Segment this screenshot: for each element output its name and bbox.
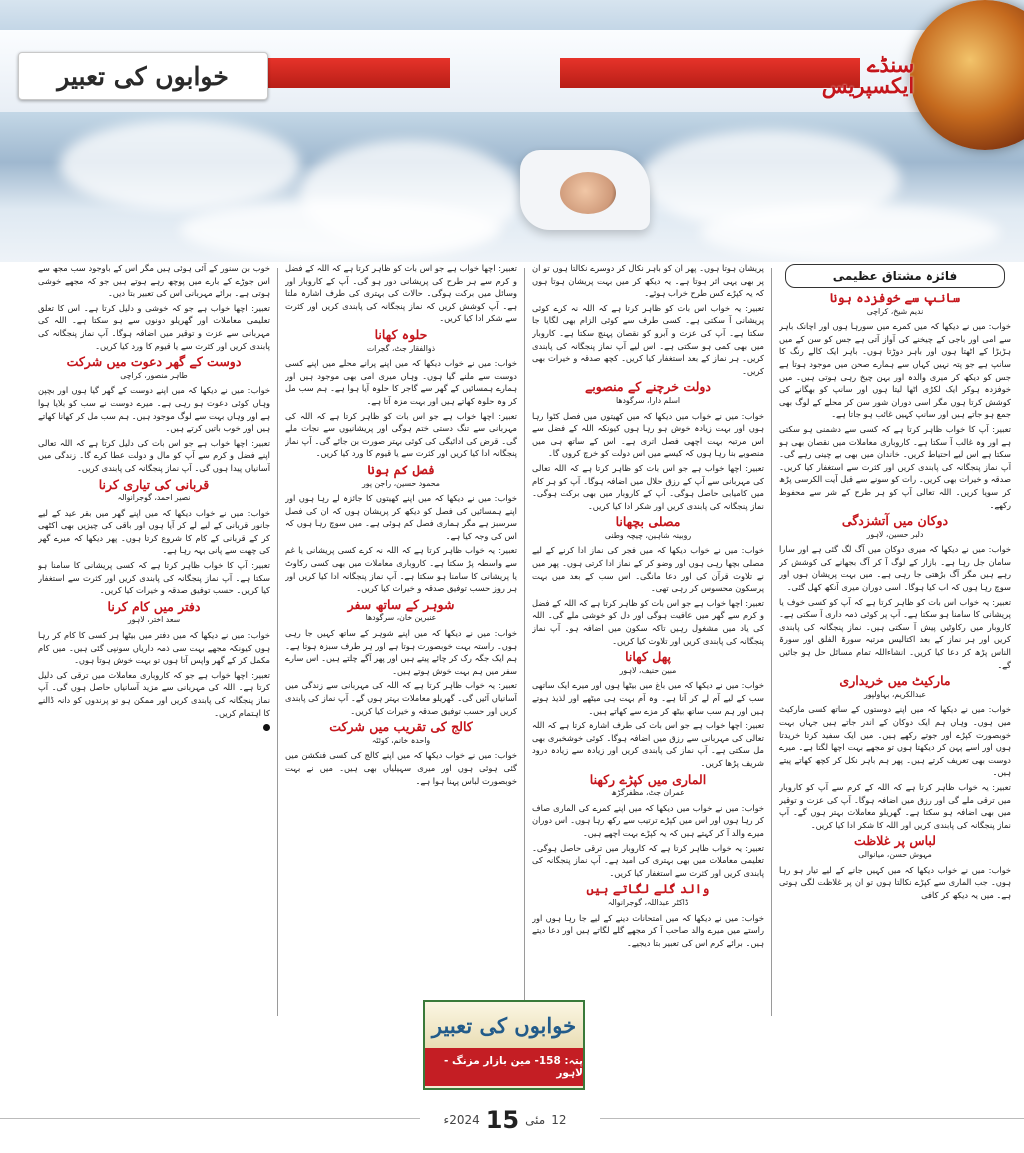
dream-byline: سعد اختر، لاہور (127, 615, 181, 625)
dream-heading: حلوہ کھانا (374, 326, 428, 342)
dream-heading: لباس پر غلاظت (854, 833, 936, 849)
dream-paragraph: تعبیر: اچھا خواب ہے جو کہ کاروباری معاملات میں ترقی کی دلیل کرتا ہے۔ اللہ کی مہربانی سے مزید آسانیاں حاصل ہوں گی۔ آپ نماز پنجگانہ کی پابندی کریں اور ممکن ہو تو پرندوں کو دانہ ڈالنے کا اہتمام کریں۔ (38, 669, 270, 718)
article-column (532, 262, 764, 1022)
dream-paragraph: خواب: میں نے خواب دیکھا کہ میں اپنے گھر میں بقر عید کے لیے جانور قربانی کے لیے لے کر آیا ہوں اور باقی کی چیزیں بھی اکٹھی کر کے قربانی کے کام کا شروع کرتا ہوں۔ پھر دیکھا کہ میرے گھر کی چھت سے پانی بہہ رہا ہے۔ (38, 507, 270, 556)
footer-rule (600, 1118, 1024, 1119)
dream-heading: سانپ سے خوفزدہ ہونا (829, 290, 961, 305)
page-number: 15 (485, 1106, 520, 1134)
dream-paragraph: خواب: میں نے دیکھا کہ میں اپنے کھیتوں کا جائزہ لے رہا ہوں اور اپنے ہمسائیں کی فصل کو دیکھ کر پریشان ہوں کہ ان کی فصل سرسبز ہے مگر ہماری فصل کم ہوئی ہے۔ میں سوچ رہا ہوں کہ اس کی وجہ کیا ہے۔ (285, 493, 517, 541)
article-body (6, 262, 1018, 1022)
promo-title: خوابوں کی تعبیر (431, 1012, 577, 1038)
dream-byline: عنبرین خان، سرگودھا (365, 613, 437, 623)
dream-byline: نصیر احمد، گوجرانوالہ (117, 493, 191, 503)
dream-paragraph: خواب: میں نے خواب دیکھا کہ میں کہیں جانے کے لیے تیار ہو رہا ہوں۔ جب الماری سے کپڑے نکالتا ہوں تو ان پر غلاظت لگی ہوتی ہے۔ میں یہ دیکھ کر کافی (779, 864, 1011, 900)
dream-byline: محمود حسین، راجن پور (362, 478, 440, 488)
dream-byline: عبدالکریم، بہاولپور (863, 689, 926, 699)
dream-paragraph: خواب: میں نے دیکھا کہ میری دوکان میں آگ لگ گئی ہے اور سارا سامان جل رہا ہے۔ بازار کے لوگ آ کر آگ بجھانے کی کوشش کر رہے ہیں مگر آگ بڑھتی جا رہی ہے۔ میں بہت پریشان ہوں اور سوچ رہا ہوں کہ اب کیا ہوگا۔ اسی دوران میری آنکھ کھل گئی۔ (779, 544, 1011, 593)
express-logo (822, 42, 914, 108)
dream-byline: مبین حنیف، لاہور (619, 665, 677, 675)
dream-byline: روبینہ شاہین، چیچہ وطنی (604, 530, 692, 540)
footer-date (430, 1107, 580, 1133)
header-banner (0, 0, 1024, 262)
dream-heading: شوہر کے ساتھ سفر (347, 596, 455, 612)
columns (6, 262, 1018, 1022)
column-separator (277, 268, 278, 1016)
cloud-decoration (700, 205, 1000, 260)
dream-paragraph: تعبیر: اچھا خواب ہے جو اس بات کی طرف اشارہ کرتا ہے کہ اللہ تعالی کی مہربانی سے رزق میں اضافہ ہوگا۔ کوئی خوشخبری بھی مل سکتی ہے۔ آپ نماز کی پابندی کریں اور زیادہ سے زیادہ درود شریف پڑھا کریں۔ (532, 720, 764, 768)
page-footer (0, 1102, 1024, 1153)
article-column (779, 262, 1011, 1022)
promo-address-area (425, 1048, 583, 1086)
dream-paragraph: تعبیر: آپ کا خواب ظاہر کرتا ہے کہ کسی پریشانی کا سامنا ہو سکتا ہے۔ آپ نماز پنجگانہ کی پابندی کریں اور کثرت سے استغفار کیا کریں۔ حسب توفیق صدقہ و خیرات کیا کریں۔ (38, 560, 270, 596)
article-column (38, 262, 270, 1022)
dream-heading: قربانی کی تیاری کرنا (98, 476, 210, 492)
dream-byline: مہوش حسن، میانوالی (858, 849, 932, 859)
author-name: فائزہ مشتاق عظیمی (832, 268, 958, 283)
dream-paragraph: تعبیر: اچھا خواب ہے جو اس بات کو ظاہر کرتا ہے کہ اللہ کے فضل و کرم سے ہر طرح کی پریشانی دور ہو گی۔ آپ کے کاروبار اور وسائل میں برکت ہوگی۔ حالات کی بہتری کی طرف اشارہ ملتا ہے۔ آپ کوشش کریں کہ نماز پنجگانہ کی پابندی کریں اور کثرت سے شکر ادا کیا کریں۔ (285, 263, 517, 324)
dream-paragraph: خواب: میں نے خواب میں دیکھا کہ میں کھیتوں میں فصل کٹوا رہا ہوں اور بہت زیادہ خوش ہو رہا ہوں کیونکہ اللہ کے فضل سے اس مرتبہ بہت اچھی فصل اتری ہے۔ اس کے ساتھ ہی میں منصوبے بنا رہا ہوں کہ کیسے میں اس دولت کو خرچ کروں گا۔ (532, 410, 764, 459)
dream-heading: مصلی بچھانا (615, 514, 681, 530)
dream-paragraph: خواب: میں نے دیکھا کہ میں اپنے دوستوں کے ساتھ کسی مارکیٹ میں ہوں۔ وہاں ہم ایک دوکان کے اندر جاتے ہیں جہاں بہت خوبصورت کپڑے اور جوتے رکھے ہیں۔ میں ایک سفید کرتا خریدتا ہوں اور اسے پہن کر دیکھتا ہوں تو مجھے بہت اچھا لگتا ہے۔ میرے دوست بھی تعریف کرتے ہیں۔ پھر ہم باہر نکل کر کچھ کھاتے پیتے ہیں۔ (779, 704, 1011, 778)
column-separator (771, 268, 772, 1016)
dream-paragraph: تعبیر: اچھا خواب ہے جو اس بات کو ظاہر کرتا ہے کہ اللہ کے فضل و کرم سے گھر میں عافیت ہوگی اور دل کو خوشی ملے گی۔ اللہ کی یاد میں مشغول رہیں تاکہ سکون میں اضافہ ہو۔ آپ نماز پنجگانہ کی پابندی کریں اور تلاوت کیا کریں۔ (532, 597, 764, 646)
section-title-box (18, 52, 268, 100)
globe-image (910, 0, 1024, 150)
dream-paragraph: تعبیر: یہ خواب ظاہر کرتا ہے کہ اللہ کی مہربانی سے زندگی میں آسانیاں آئیں گی۔ گھریلو معاملات بہتر ہوں گے۔ آپ نماز کی پابندی کریں اور حسب توفیق صدقہ و خیرات کیا کریں۔ (285, 680, 517, 716)
dream-heading: الماری میں کپڑے رکھنا (589, 771, 707, 787)
cloud-decoration (180, 200, 500, 260)
dream-paragraph: خواب: میں نے دیکھا کہ میں کمرے میں سورہا ہوں اور اچانک باہر سے امی اور باجی کے چیخنے کی آواز آتی ہے جس کو سن کے میں ہڑبڑا کے اٹھتا ہوں اور باہر دوڑتا ہوں۔ باہر ایک کالے رنگ کا سانپ ہے جو پتہ نہیں کہاں سے ہمارے صحن میں موجود ہوتا ہے جس کو دیکھ کر میری والدہ اور بہن چیخ رہی ہوتی ہیں۔ میں خوفزدہ ہوکر ایک لکڑی اٹھا لیتا ہوں اور سانپ کو بھگانے کی کوشش کرتا ہوں مگر اسی دوران شور سن کر محلے کے لوگ بھی جمع ہو جاتے ہیں اور سانپ کہیں غائب ہو جاتا ہے۔ (779, 321, 1011, 420)
dream-heading: دوکان میں آتشزدگی (841, 513, 949, 529)
promo-box (423, 1000, 585, 1090)
dream-paragraph: خواب: میں نے دیکھا کہ میں باغ میں بیٹھا ہوں اور میرے ایک ساتھی سب کے لیے آم لے کر آتا ہے۔ وہ آم بہت ہی میٹھے اور لذیذ ہوتے ہیں اور ہم سب ساتھ بیٹھ کر مزے سے کھاتے ہیں۔ (532, 680, 764, 716)
dream-heading: دوست کے گھر دعوت میں شرکت (66, 354, 242, 370)
dream-paragraph: تعبیر: اچھا خواب ہے جو اس بات کی دلیل کرتا ہے کہ اللہ تعالی اپنے فضل و کرم سے آپ کو مال و دولت عطا کرے گا۔ زندگی میں آسانیاں پیدا ہوں گی۔ آپ نماز پنجگانہ کی پابندی کریں۔ (38, 437, 270, 473)
dream-byline: اسلم دارا، سرگودھا (615, 395, 681, 405)
dream-byline: دلبر حسین، لاہور (866, 529, 924, 539)
dream-paragraph: خواب: میں نے دیکھا کہ میں امتحانات دینے کے لیے جا رہا ہوں اور راستے میں میرے والد صاحب آ کر مجھے گلے لگاتے ہیں اور دعا دیتے ہیں۔ برائے کرم اس کی تعبیر بتا دیجیے۔ (532, 912, 764, 948)
dream-heading: فصل کم ہونا (367, 461, 435, 477)
article-column (285, 262, 517, 1022)
dream-paragraph: خواب: میں نے خواب میں دیکھا کہ میں اپنے کمرے کی الماری صاف کر رہا ہوں اور اس میں کپڑے ترتیب سے رکھ رہا ہوں۔ اس دوران میرے والد آ کر کہتے ہیں کہ یہ کپڑے بہت اچھے ہیں۔ (532, 802, 764, 838)
dream-byline: ندیم شیخ، کراچی (866, 306, 924, 316)
dream-byline: واحدہ خانم، کوئٹہ (371, 735, 431, 745)
footer-rule (0, 1118, 420, 1119)
dream-paragraph: تعبیر: آپ کا خواب ظاہر کرتا ہے کہ کسی سے دشمنی ہو سکتی ہے اور وہ غالب آ سکتا ہے۔ کاروباری معاملات میں نقصان بھی ہو سکتا ہے اس لیے احتیاط کریں۔ خاندان میں بھی بے چینی رہے گی۔ آپ نماز پنجگانہ کی پابندی کریں اور کثرت سے استغفار کیا کریں۔ صدقہ و خیرات بھی کریں۔ رات کو سونے سے قبل آیت الکرسی پڑھ کر سویا کریں۔ اللہ تعالی آپ کو ہر طرح کے شر سے محفوظ رکھے۔ (779, 423, 1011, 510)
dream-paragraph: خواب: میں نے خواب دیکھا کہ میں فجر کی نماز ادا کرنے کے لیے مصلی بچھا رہی ہوں اور وضو کر کے نماز ادا کرتی ہوں۔ پھر میں نے تلاوت قرآن کی اور دعا مانگی۔ اس سب کے بعد میں بہت پرسکون محسوس کر رہی تھی۔ (532, 545, 764, 594)
dream-heading: مارکیٹ میں خریداری (839, 673, 951, 689)
dream-paragraph: تعبیر: یہ خواب ظاہر کرتا ہے کہ اللہ کے کرم سے آپ کو کاروبار میں ترقی ملے گی اور رزق میں اضافہ ہوگا۔ آپ کی عزت و توقیر میں بھی اضافہ ہو سکتا ہے۔ گھریلو معاملات بہتر ہوں گے۔ آپ نماز پنجگانہ کی پابندی کریں اور اللہ کا شکر ادا کیا کریں۔ (779, 781, 1011, 830)
dream-paragraph: خواب: میں نے خواب دیکھا کہ میں اپنے کالج کی کسی فنکشن میں گئی ہوئی ہوں اور میری سہیلیاں بھی ہیں۔ میں نے بہت خوبصورت لباس پہنا ہوا ہے۔ (285, 750, 517, 786)
dream-paragraph: تعبیر: یہ خواب اس بات کو ظاہر کرتا ہے کہ آپ کو کسی خوف یا پریشانی کا سامنا ہو سکتا ہے۔ آپ پر کوئی ذمہ داری آ سکتی ہے۔ کاروبار میں رکاوٹیں پیش آ سکتی ہیں۔ نماز پنجگانہ کی پابندی کریں اور ہر نماز کے بعد اکتالیس مرتبہ سورۃ الفلق اور سورۃ الناس پڑھ کر دعا کیا کریں۔ انشاءاللہ تمام مسائل حل ہو جائیں گے۔ (779, 596, 1011, 670)
promo-address: پتہ: 158- مین بازار مزنگ - لاہور (443, 1055, 583, 1079)
dream-heading: والد گلے لگاتے ہیں (586, 881, 710, 897)
promo-title-area (425, 1002, 583, 1048)
dream-paragraph: خواب: میں نے خواب دیکھا کہ میں اپنے پرانے محلے میں اپنے کسی دوست سے ملنے گیا ہوں۔ وہاں میری امی بھی موجود ہیں اور ہمارے ہمسائیں کے گھر سے گاجر کا حلوہ آیا ہوا ہے۔ ہم سب مل کر وہ حلوہ کھاتے ہیں اور بہت مزہ آتا ہے۔ (285, 358, 517, 406)
dream-byline: عمران جٹ، مظفرگڑھ (611, 788, 685, 798)
cloud-decoration (60, 120, 300, 210)
dream-paragraph: خواب: میں نے دیکھا کہ میں دفتر میں بیٹھا ہر کسی کا کام کر رہا ہوں کیونکہ مجھے بہت سی ذمہ داریاں سونپی گئی ہیں۔ میں کام مکمل کر کے گھر واپس آتا ہوں تو بہت خوش ہوتا ہوں۔ (38, 630, 270, 666)
column-separator (524, 268, 525, 1016)
dream-paragraph: خواب: میں نے دیکھا کہ میں اپنے دوست کے گھر گیا ہوں اور بچپن وہاں کوئی دعوت ہو رہی ہے۔ میرے دوست نے سب کو بلایا ہوا ہے اور وہاں بہت سے لوگ موجود ہیں۔ ہم سب مل کر کھانا کھاتے ہیں اور خوب باتیں کرتے ہیں۔ (38, 385, 270, 434)
date-month: مئی (525, 1113, 546, 1127)
dream-paragraph: تعبیر: اچھا خواب ہے جو اس بات کو ظاہر کرتا ہے کہ اللہ کی مہربانی سے تنگ دستی ختم ہوگی اور پریشانیوں سے نجات ملے گی۔ قرض کی ادائیگی کی کوئی بہتر صورت بن جائے گی۔ آپ نماز پنجگانہ ادا کیا کریں اور کثرت سے یا قیوم کا ورد کیا کریں۔ (285, 410, 517, 459)
logo-text: سنڈے ایکسپریس (821, 52, 915, 98)
dream-heading: کالج کی تقریب میں شرکت (329, 719, 473, 735)
dream-heading: دفتر میں کام کرنا (107, 598, 201, 614)
dream-paragraph: پریشان ہوتا ہوں۔ پھر ان کو باہر نکال کر دوسرے نکالتا ہوں تو ان پر بھی یہی اثر ہوتا ہے۔ یہ دیکھ کر میں بہت پریشان ہوتا ہوں کہ یہ کپڑے کس طرح خراب ہوئے۔ (532, 263, 764, 299)
dream-paragraph: تعبیر: یہ خواب ظاہر کرتا ہے کہ اللہ نہ کرے کسی پریشانی یا غم سے واسطہ پڑ سکتا ہے۔ کاروباری معاملات میں بھی کسی رکاوٹ یا پریشانی کا سامنا ہو سکتا ہے۔ آپ نماز پنجگانہ ادا کیا کریں اور ہر روز حسب توفیق صدقہ و خیرات کیا کریں۔ (285, 545, 517, 594)
dream-paragraph: تعبیر: اچھا خواب ہے جو کہ خوشی و دلیل کرتا ہے۔ اس کا تعلق تعلیمی معاملات اور گھریلو دونوں سے ہو سکتا ہے۔ اللہ کی مہربانی سے عزت و توقیر میں اضافہ ہوگا۔ آپ نماز پنجگانہ کی پابندی کریں اور کثرت سے یا قیوم کا ورد کیا کریں۔ (38, 302, 270, 351)
dream-paragraph: تعبیر: یہ خواب ظاہر کرتا ہے کہ کاروبار میں ترقی حاصل ہوگی۔ تعلیمی معاملات میں بھی بہتری کی امید ہے۔ آپ نماز پنجگانہ کی پابندی کریں اور کثرت سے استغفار کیا کریں۔ (532, 842, 764, 878)
author-box (785, 264, 1005, 288)
date-day: 12 (551, 1113, 567, 1127)
dream-heading: پھل کھانا (625, 649, 671, 665)
dream-paragraph: تعبیر: یہ خواب اس بات کو ظاہر کرتا ہے کہ اللہ نہ کرے کوئی پریشانی آ سکتی ہے۔ کسی طرف سے کوئی الزام بھی لگایا جا سکتا ہے۔ آپ کی عزت و آبرو کو نقصان پہنچ سکتا ہے۔ کاروبار میں بھی کمی ہو سکتی ہے۔ اس لیے آپ نماز پنجگانہ کی پابندی کریں۔ ہر نماز کے بعد استغفار کیا کریں۔ کچھ صدقہ و خیرات بھی کریں۔ (532, 302, 764, 376)
red-header-bar (560, 58, 860, 88)
dream-paragraph: تعبیر: اچھا خواب ہے جو اس بات کو ظاہر کرتا ہے کہ اللہ تعالی کی مہربانی سے آپ کے رزق حلال میں اضافہ ہوگا۔ آپ کو ہر کام میں کامیابی حاصل ہوگی۔ آپ کے کاروبار میں بھی برکت ہوگی۔ نماز پنجگانہ کی پابندی کریں اور شکر ادا کیا کریں۔ (532, 462, 764, 511)
date-year: 2024ء (443, 1113, 480, 1127)
dream-byline: طاہر منصور، کراچی (120, 370, 188, 380)
dream-paragraph: خوب بن سنور کے آئی ہوئی ہیں مگر اس کے باوجود سب مجھ سے اس جوڑے کے بارے میں پوچھ رہے ہوتے ہیں جو کہ مجھے خوشی ہوتی ہے۔ برائے مہربانی اس کی تعبیر بتا دیں۔ (38, 263, 270, 299)
dream-paragraph: خواب: میں نے دیکھا کہ میں اپنے شوہر کے ساتھ کہیں جا رہی ہوں۔ راستہ بہت خوبصورت ہوتا ہے اور ہر طرف سبزہ ہوتا ہے۔ ہم ایک جگہ رک کر چائے پیتے ہیں اور پھر آگے چلتے ہیں۔ اس سارے سفر میں ہم بہت خوش ہوتے ہیں۔ (285, 628, 517, 676)
sleeping-child-image (560, 172, 616, 214)
end-mark-icon (263, 724, 270, 731)
dream-heading: دولت خرچنے کے منصوبے (584, 379, 712, 395)
dream-byline: ڈاکٹر عبداللہ، گوجرانوالہ (607, 897, 689, 907)
section-title: خوابوں کی تعبیر (57, 61, 229, 91)
dream-byline: ذوالفقار جٹ، گجرات (366, 343, 436, 353)
